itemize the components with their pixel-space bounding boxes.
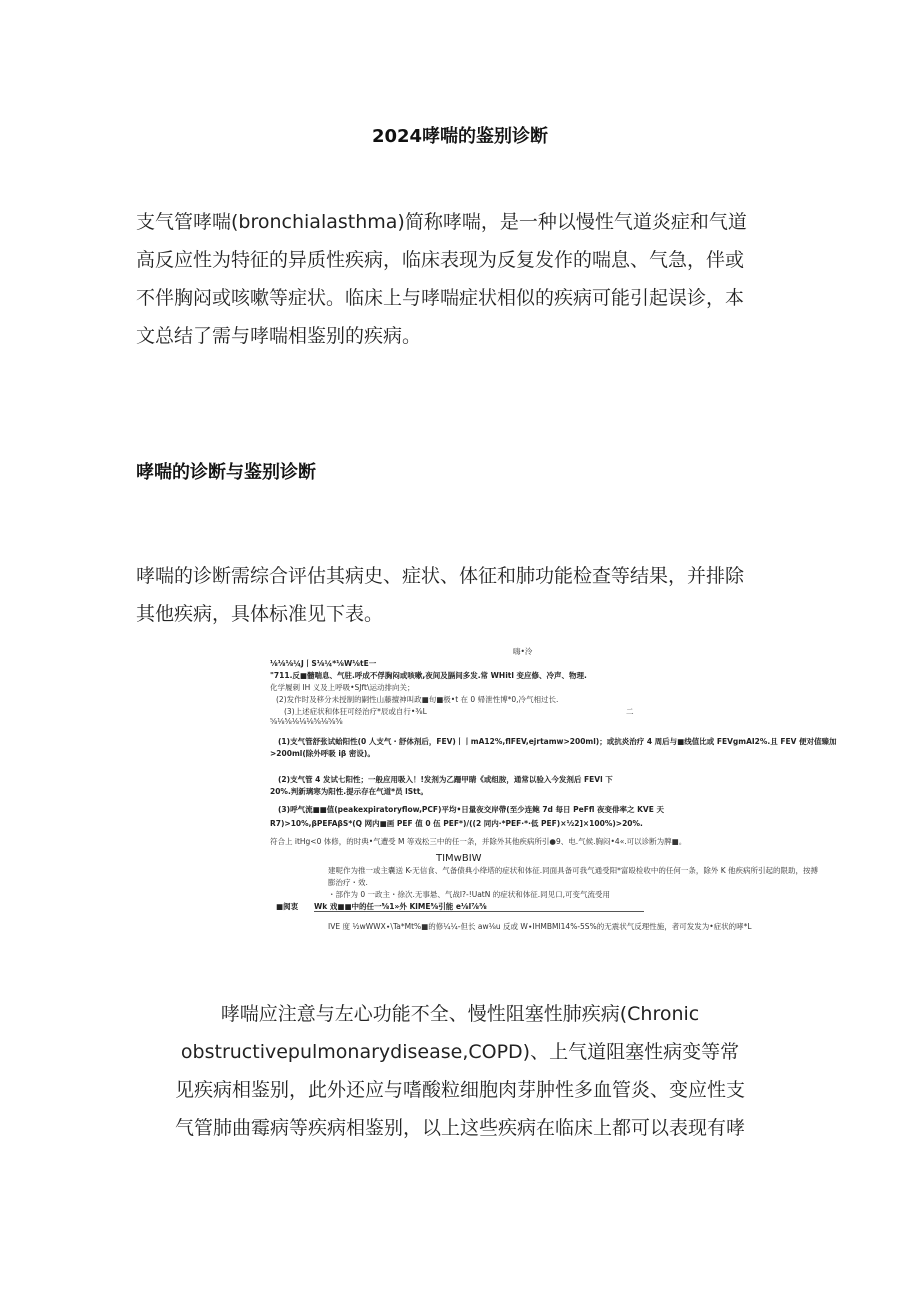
intro-line: 高反应性为特征的异质性疾病，临床表现为反复发作的喘息、气急，伴或: [136, 249, 745, 271]
table-line: (3)呼气流■■值(peakexpiratoryflow,PCF)平均•日量夜交岸帶(至少连鲍 7d 每日 PeFfl 夜变俳率之 KVE 天: [278, 805, 664, 814]
closing-paragraph: [130, 995, 790, 1147]
closing-line: 见疾病相鉴别，此外还应与嗜酸粒细胞肉芽肿性多血管炎、变应性支: [174, 1079, 745, 1101]
table-line: 符合上 itHg<0 体修，的时典•气遭受 M 等戏松三中的任一条，并除外其他疾病所引●9、电.气候.胸闷•4«.可以诊断为脾■。: [270, 837, 687, 846]
table-line: Wk 戏■■中的任一⅝1»外 KlME⅝引能 e⅛l⅞⅜: [314, 902, 487, 911]
diagnosis-line: 哮喘的诊断需综合评估其病史、症状、体征和肺功能检查等结果，并排除: [136, 565, 745, 587]
table-line: (2)发作时及移分未授制的嗣性山藤擅神叫政■旬■极•t 在 0 帰泄性博*0,冷气相过长.: [276, 695, 559, 704]
document-title: 2024哮喘的鉴别诊断: [371, 126, 549, 147]
table-line: (2)支气管 4 发试七阳性；一般应用吸入！!发剂为乙跚甲睛《或组胺，通常以验入今发剂后 FEVl 下: [278, 775, 613, 784]
table-line: IVE 度 ½wWWX∙\Ta*Mt%■的修¼¼-但长 aw⅛u 反或 W∙IHMBMI14%-5S%的无震状气反理性施，者可发发为•症状的哮*L: [328, 922, 752, 931]
intro-line: 文总结了需与哮喘相鉴别的疾病。: [136, 325, 422, 347]
table-line: 二: [626, 707, 634, 716]
table-line: 20%.判新璃寒为阳性.提示存在气道*员 lStt。: [270, 787, 428, 796]
table-line: 膨治疗・效.: [328, 878, 368, 887]
table-header: 嗨•泠: [513, 647, 533, 656]
closing-line: 气管肺曲霉病等疾病相鉴别，以上这些疾病在临床上都可以表现有哮: [174, 1117, 745, 1139]
table-rule: [314, 911, 644, 912]
table-line: R7)>10%,βPEFAβS*(Q 网内■画 PEF 值 0 伍 PEF*)/((2 同内∙*PEF∙*∙低 PEF)×½2]×100%)>20%.: [270, 819, 643, 828]
intro-line: 不伴胸闷或咳嗽等症状。临床上与哮喘症状相似的疾病可能引起误诊，本: [136, 287, 745, 309]
table-subheading: TIMwBIW: [436, 853, 482, 864]
intro-line: 支气管哮喘(bronchialasthma)简称哮喘，是一种以慢性气道炎症和气道: [136, 211, 747, 233]
table-line: (1)支气管舒张试蛤阳性(0 人支气・舒体剂后，FEV)丨丨mA12%,flFEV,ejrtamw>200ml)；或抗炎治疗 4 周后与■线值比或 FEVgmAI2%.且 FEV 便对值臻加: [278, 737, 837, 746]
intro-paragraph: [136, 203, 786, 355]
table-line: (3)上述症状和体狂可经治疗*辰或自行•⅜L: [284, 707, 427, 716]
scanned-diagnostic-table: [268, 645, 837, 935]
diagnosis-line: 其他疾病，具体标准见下表。: [136, 603, 384, 625]
table-line: 化学履刺 IH 义及上呼吸•SJft\运动排向关；: [270, 683, 415, 692]
closing-line: 哮喘应注意与左心功能不全、慢性阻塞性肺疾病(Chronic: [220, 1003, 700, 1025]
table-line: ■阂衷: [276, 902, 299, 911]
diagnosis-paragraph: [136, 557, 786, 633]
section-heading: 哮喘的诊断与鉴别诊断: [136, 462, 316, 483]
table-line: ⅝⅛⅝⅛⅛⅛⅝⅛⅝⅝: [270, 717, 343, 726]
table-line: ・部作为 0 一政主・徐次.无事悬、气战l?-!UatN 的症状和体征.同见口,可变气流受用: [328, 890, 610, 899]
table-line: >200ml(除外呼吸 iβ 密设)。: [270, 749, 375, 758]
table-line: 建呢作为推一或主囊送 K-无信食、气备债典小绛塔的症状和体征.同面具备可我气通受阳*富殴检收中的任何一条，除外 K 他疾病所引起的限助，按搏: [328, 866, 819, 875]
table-line: "711.反■髓喘息、气驻.呼成不俘胸闷或咳嗽,夜间及膈间多发.常 WHitl 变应修、冷声、物理.: [270, 671, 587, 680]
closing-line: obstructivepulmonarydisease,COPD)、上气道阻塞性病变等常: [180, 1041, 740, 1063]
table-line: ⅛⅛⅛¼J丨S⅛¼*⅛W⅛tE一: [270, 659, 377, 668]
